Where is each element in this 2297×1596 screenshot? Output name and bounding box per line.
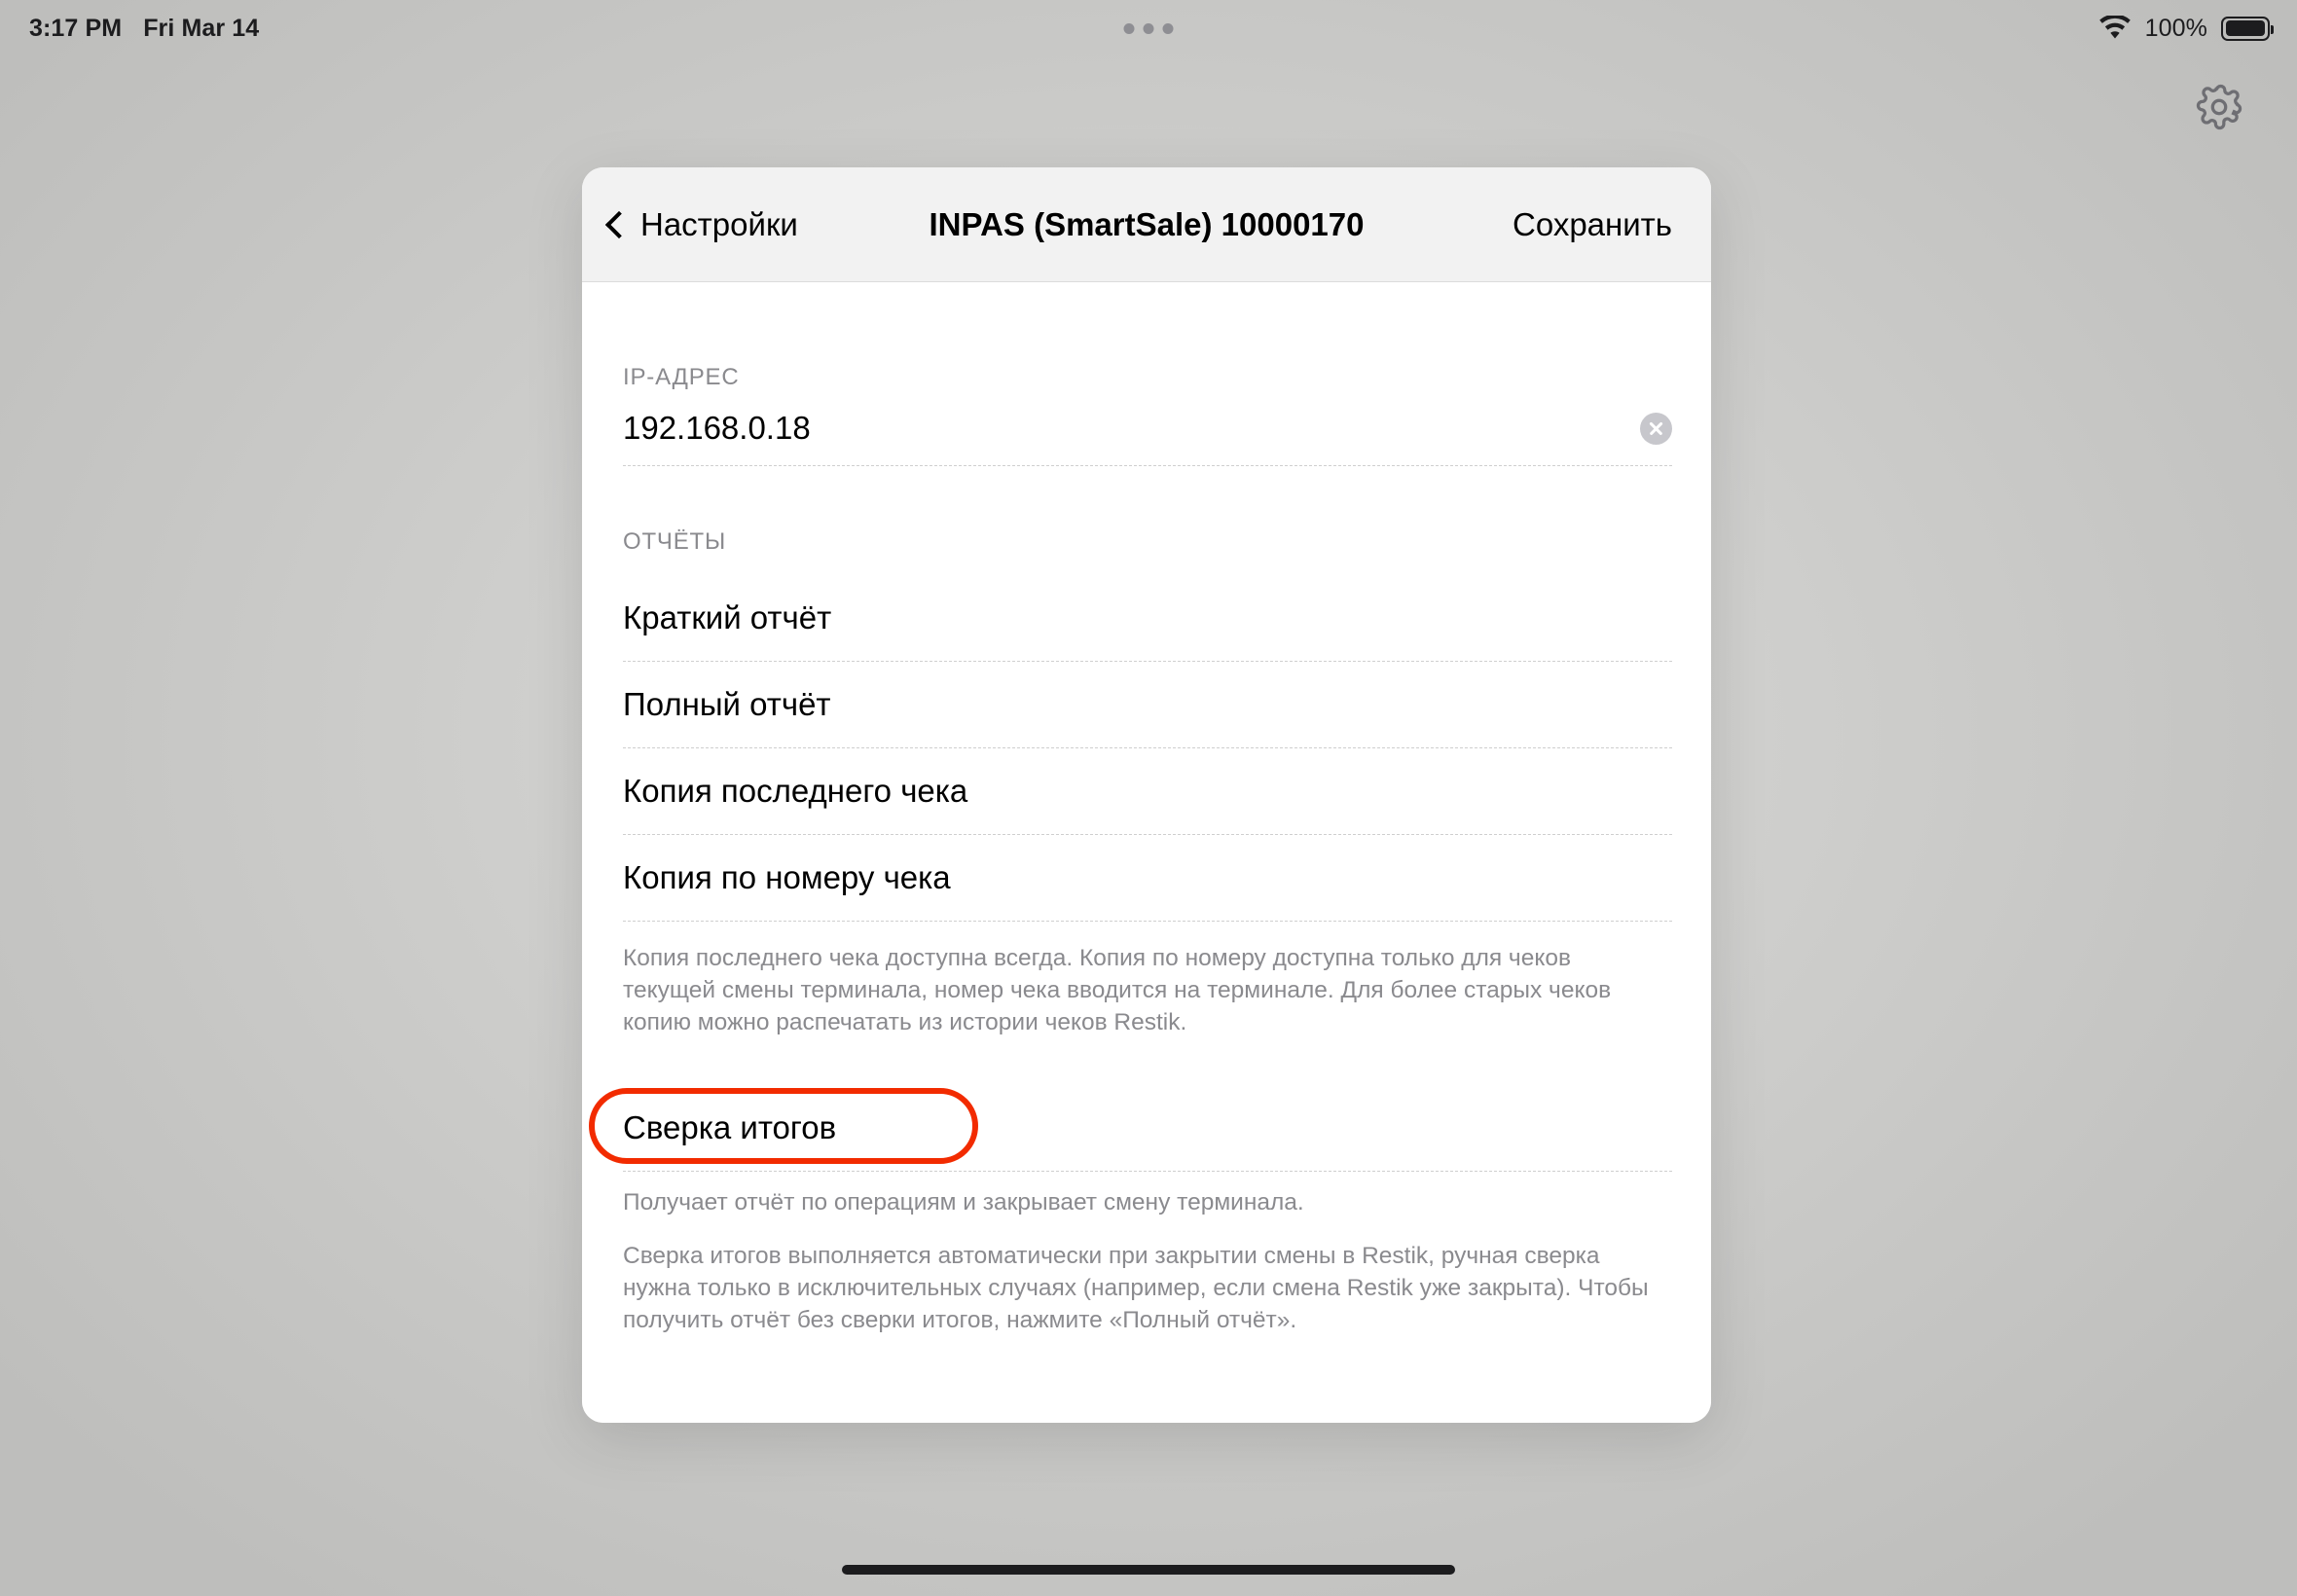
battery-icon xyxy=(2221,17,2270,41)
status-date: Fri Mar 14 xyxy=(143,14,260,42)
list-item-label: Копия последнего чека xyxy=(623,773,968,809)
battery-percent-label: 100% xyxy=(2144,14,2207,42)
list-item-label: Копия по номеру чека xyxy=(623,859,951,895)
sheet-body xyxy=(582,282,1711,1423)
settings-gear-button[interactable] xyxy=(2192,80,2246,134)
three-dots-indicator xyxy=(1124,23,1174,34)
save-button[interactable]: Сохранить xyxy=(1513,205,1672,242)
sheet-title: INPAS (SmartSale) 10000170 xyxy=(929,205,1365,242)
list-item-receipt-copy-by-number[interactable] xyxy=(623,835,1672,922)
ip-address-value[interactable]: 192.168.0.18 xyxy=(623,410,811,446)
battery-fill xyxy=(2226,20,2265,36)
settlement-footnote-primary: Получает отчёт по операциям и закрывает смену терминала. xyxy=(623,1189,1304,1216)
sheet-header xyxy=(582,167,1711,282)
dot-1 xyxy=(1124,23,1135,34)
list-item-settlement[interactable] xyxy=(623,1085,1672,1172)
list-item-last-receipt-copy[interactable] xyxy=(623,748,1672,835)
ip-section-label: IP-АДРЕС xyxy=(623,364,740,390)
list-item-label: Полный отчёт xyxy=(623,686,831,722)
back-button-label: Настройки xyxy=(640,205,798,242)
reports-section-label: ОТЧЁТЫ xyxy=(623,528,727,555)
list-item-label: Краткий отчёт xyxy=(623,599,832,635)
status-bar-right xyxy=(2098,15,2270,43)
list-item-full-report[interactable] xyxy=(623,662,1672,748)
status-time: 3:17 PM xyxy=(29,14,123,42)
status-bar xyxy=(0,0,2297,56)
dot-3 xyxy=(1163,23,1174,34)
list-item-label: Сверка итогов xyxy=(623,1109,837,1146)
reports-footnote: Копия последнего чека доступна всегда. Копия по номеру доступна только для чеков текущей смены терминала, номер чека вводится на терминале. Для более старых чеков копию можно распечатать из истории чеков Restik. xyxy=(623,945,1612,1035)
chevron-left-icon xyxy=(605,211,633,238)
terminal-settings-sheet xyxy=(582,167,1711,1423)
status-bar-left xyxy=(29,15,259,43)
dot-2 xyxy=(1144,23,1154,34)
settlement-footnote-secondary: Сверка итогов выполняется автоматически при закрытии смены в Restik, ручная сверка нужна только в исключительных случаях (например, если смена Restik уже закрыта). Чтобы получить отчёт без сверки итогов, нажмите «Полный отчёт». xyxy=(623,1243,1649,1333)
ip-address-field[interactable] xyxy=(623,391,1672,466)
home-indicator[interactable] xyxy=(842,1565,1455,1575)
clear-circle-icon[interactable] xyxy=(1640,413,1672,445)
gear-icon xyxy=(2194,82,2244,132)
back-button[interactable] xyxy=(609,206,798,243)
list-item-short-report[interactable] xyxy=(623,575,1672,662)
settlement-row-wrapper xyxy=(582,1085,1711,1172)
wifi-icon xyxy=(2098,16,2132,41)
